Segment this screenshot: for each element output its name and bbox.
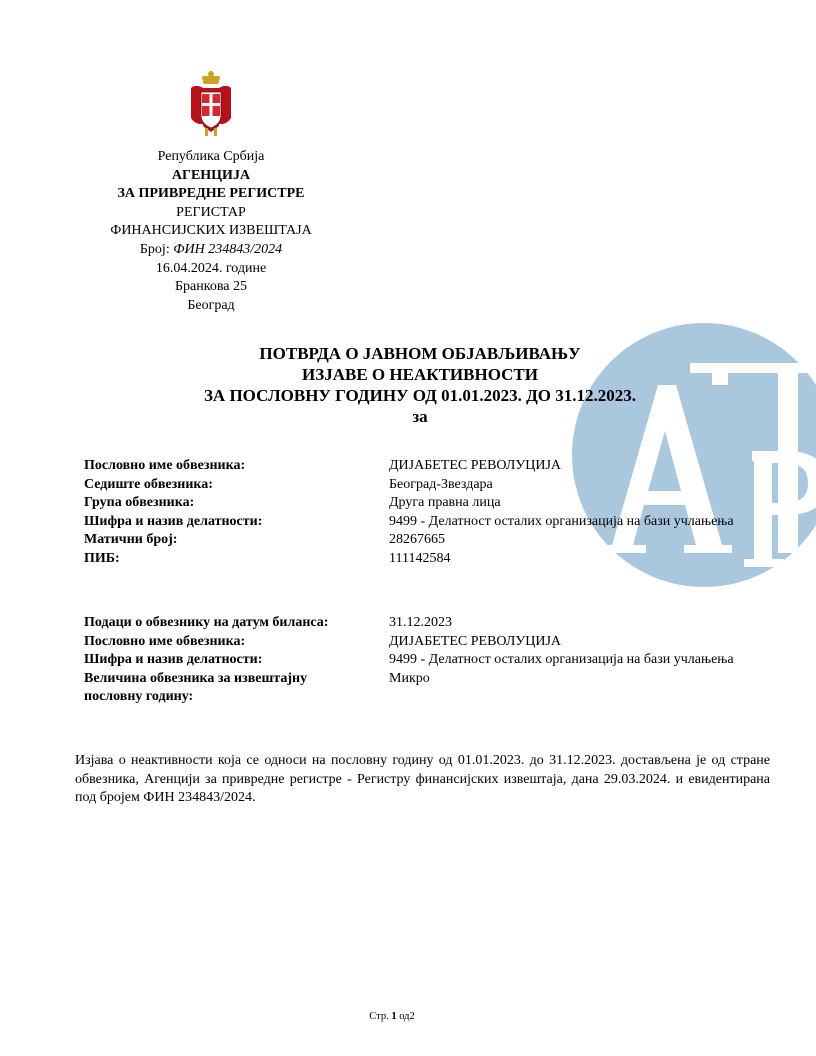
field-value: Микро bbox=[389, 670, 430, 686]
entity-row bbox=[84, 476, 744, 495]
title-line-3: ЗА ПОСЛОВНУ ГОДИНУ ОД 01.01.2023. ДО 31.12.2023. bbox=[203, 386, 637, 405]
field-label: Шифра и назив делатности: bbox=[84, 513, 263, 529]
page-current: 1 bbox=[391, 1011, 397, 1022]
agency-name-line1: АГЕНЦИЈА bbox=[171, 167, 251, 183]
agency-street: Бранкова 25 bbox=[175, 279, 247, 295]
balance-row bbox=[84, 651, 744, 670]
document-date: 16.04.2024. године bbox=[155, 260, 267, 276]
field-value: 9499 - Делатност осталих организација на бази учлањења bbox=[389, 652, 734, 667]
entity-row bbox=[84, 550, 744, 569]
field-label: Шифра и назив делатности: bbox=[84, 652, 263, 667]
page-prefix: Стр. bbox=[369, 1011, 389, 1022]
field-value: ДИЈАБЕТЕС РЕВОЛУЦИЈА bbox=[389, 633, 562, 649]
balance-row bbox=[84, 614, 744, 633]
balance-row bbox=[84, 670, 744, 707]
field-label: ПИБ: bbox=[84, 550, 120, 566]
document-number-label: Број: bbox=[139, 241, 170, 257]
field-value: 28267665 bbox=[389, 532, 445, 547]
document-title bbox=[0, 343, 816, 427]
balance-info-table bbox=[84, 614, 744, 707]
field-value: 31.12.2023 bbox=[389, 615, 452, 630]
country-name: Република Србија bbox=[157, 149, 265, 164]
field-value: ДИЈАБЕТЕС РЕВОЛУЦИЈА bbox=[389, 458, 562, 473]
page-separator: од bbox=[399, 1011, 410, 1022]
entity-row bbox=[84, 513, 744, 532]
entity-row bbox=[84, 531, 744, 550]
field-label: Пословно име обвезника: bbox=[84, 633, 246, 649]
entity-row bbox=[84, 494, 744, 513]
field-value: 111142584 bbox=[389, 550, 451, 566]
title-line-4: за bbox=[412, 407, 428, 426]
document-number-value: ФИН 234843/2024 bbox=[173, 241, 283, 257]
entity-info-table bbox=[84, 457, 744, 568]
statement-paragraph: Изјава о неактивности која се односи на пословну годину од 01.01.2023. до 31.12.2023. достављена је од стране обвезника, Агенцији за привредне регистре - Регистру финансијских извештаја, дана 29.03.2024. и евидентирана под бројем ФИН 234843/2024. bbox=[75, 753, 770, 805]
title-line-1: ПОТВРДА О ЈАВНОМ ОБЈАВЉИВАЊУ bbox=[259, 344, 581, 363]
register-name-line1: РЕГИСТАР bbox=[176, 204, 246, 220]
page-number bbox=[0, 1011, 784, 1022]
entity-row bbox=[84, 457, 744, 476]
field-value: 9499 - Делатност осталих организација на бази учлањења bbox=[389, 513, 734, 529]
field-label: Седиште обвезника: bbox=[84, 476, 213, 492]
field-value: Београд-Звездара bbox=[389, 476, 493, 492]
page-total: 2 bbox=[409, 1011, 415, 1022]
agency-city: Београд bbox=[187, 297, 235, 313]
field-label: Подаци о обвезнику на датум биланса: bbox=[84, 615, 329, 630]
field-label: Матични број: bbox=[84, 532, 178, 547]
title-line-2: ИЗЈАВЕ О НЕАКТИВНОСТИ bbox=[302, 365, 538, 384]
field-value: Друга правна лица bbox=[389, 495, 501, 510]
field-label: Величина обвезника за извештајну пословну годину: bbox=[84, 670, 308, 704]
register-name-line2: ФИНАНСИЈСКИХ ИЗВЕШТАЈА bbox=[110, 223, 312, 239]
field-label: Пословно име обвезника: bbox=[84, 458, 246, 473]
balance-row bbox=[84, 633, 744, 652]
serbian-coat-of-arms-icon bbox=[189, 70, 233, 138]
agency-name-line2: ЗА ПРИВРЕДНЕ РЕГИСТРЕ bbox=[117, 186, 305, 202]
field-label: Група обвезника: bbox=[84, 495, 195, 510]
agency-header bbox=[80, 148, 342, 315]
document-number bbox=[80, 241, 342, 260]
